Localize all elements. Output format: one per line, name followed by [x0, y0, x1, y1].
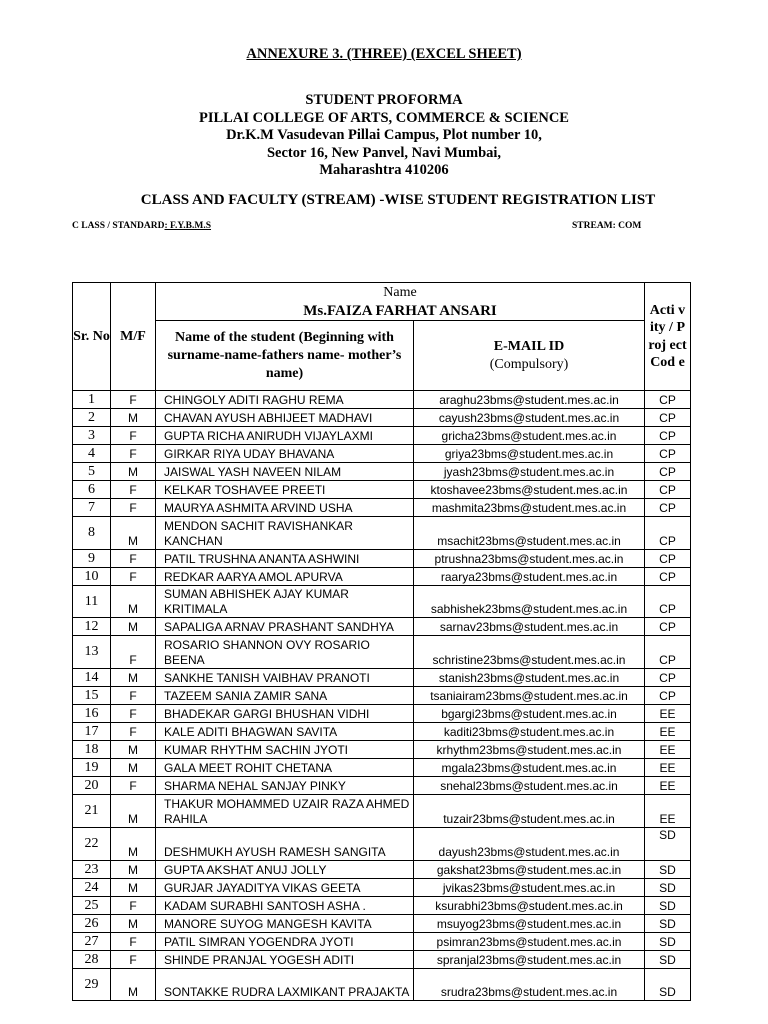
row-activity-code: CP — [645, 463, 691, 481]
row-student-name: SHINDE PRANJAL YOGESH ADITI — [156, 951, 414, 969]
row-email[interactable]: sarnav23bms@student.mes.ac.in — [414, 618, 645, 636]
row-student-name: SANKHE TANISH VAIBHAV PRANOTI — [156, 669, 414, 687]
row-activity-code: CP — [645, 391, 691, 409]
row-gender: F — [111, 705, 156, 723]
row-sr-no: 4 — [73, 445, 111, 463]
row-activity-code: SD — [645, 951, 691, 969]
row-activity-code: CP — [645, 550, 691, 568]
row-activity-code: CP — [645, 568, 691, 586]
row-email[interactable]: ptrushna23bms@student.mes.ac.in — [414, 550, 645, 568]
row-gender: M — [111, 828, 156, 861]
row-email[interactable]: cayush23bms@student.mes.ac.in — [414, 409, 645, 427]
row-student-name: GURJAR JAYADITYA VIKAS GEETA — [156, 879, 414, 897]
row-email[interactable]: ktoshavee23bms@student.mes.ac.in — [414, 481, 645, 499]
row-activity-code: CP — [645, 669, 691, 687]
row-activity-code: EE — [645, 795, 691, 828]
row-gender: M — [111, 409, 156, 427]
table-row — [73, 933, 691, 951]
row-gender: M — [111, 795, 156, 828]
row-activity-code: CP — [645, 445, 691, 463]
header-email-label: E-MAIL ID — [493, 338, 565, 354]
row-gender: F — [111, 951, 156, 969]
table-row — [73, 741, 691, 759]
table-row — [73, 445, 691, 463]
row-activity-code: CP — [645, 427, 691, 445]
row-gender: F — [111, 777, 156, 795]
table-row — [73, 618, 691, 636]
row-sr-no: 26 — [73, 915, 111, 933]
table-row — [73, 427, 691, 445]
row-student-name: TAZEEM SANIA ZAMIR SANA — [156, 687, 414, 705]
row-email[interactable]: dayush23bms@student.mes.ac.in — [414, 828, 645, 861]
row-sr-no: 15 — [73, 687, 111, 705]
row-email[interactable]: jvikas23bms@student.mes.ac.in — [414, 879, 645, 897]
row-email[interactable]: araghu23bms@student.mes.ac.in — [414, 391, 645, 409]
row-sr-no: 22 — [73, 828, 111, 861]
row-sr-no: 17 — [73, 723, 111, 741]
row-student-name: SAPALIGA ARNAV PRASHANT SANDHYA — [156, 618, 414, 636]
row-email[interactable]: sabhishek23bms@student.mes.ac.in — [414, 586, 645, 618]
row-gender: F — [111, 933, 156, 951]
row-sr-no: 24 — [73, 879, 111, 897]
row-sr-no: 1 — [73, 391, 111, 409]
row-activity-code: EE — [645, 777, 691, 795]
row-gender: F — [111, 481, 156, 499]
header-teacher-name: Ms.FAIZA FARHAT ANSARI — [303, 302, 497, 319]
row-gender: F — [111, 427, 156, 445]
table-row — [73, 828, 691, 861]
row-student-name: CHINGOLY ADITI RAGHU REMA — [156, 391, 414, 409]
row-sr-no: 18 — [73, 741, 111, 759]
table-row — [73, 687, 691, 705]
header-sr-no: Sr. No — [73, 283, 111, 391]
row-student-name: BHADEKAR GARGI BHUSHAN VIDHI — [156, 705, 414, 723]
row-student-name: PATIL TRUSHNA ANANTA ASHWINI — [156, 550, 414, 568]
header-name: Name — [383, 284, 417, 300]
row-sr-no: 11 — [73, 586, 111, 618]
row-gender: F — [111, 568, 156, 586]
row-sr-no: 29 — [73, 969, 111, 1001]
row-student-name: MANORE SUYOG MANGESH KAVITA — [156, 915, 414, 933]
row-gender: F — [111, 499, 156, 517]
row-student-name: SONTAKKE RUDRA LAXMIKANT PRAJAKTA — [156, 969, 414, 1001]
header-email — [414, 321, 645, 391]
row-activity-code: CP — [645, 618, 691, 636]
row-email[interactable]: gakshat23bms@student.mes.ac.in — [414, 861, 645, 879]
row-activity-code: SD — [645, 969, 691, 1001]
row-gender: M — [111, 586, 156, 618]
row-student-name: GALA MEET ROHIT CHETANA — [156, 759, 414, 777]
table-row — [73, 550, 691, 568]
row-sr-no: 21 — [73, 795, 111, 828]
row-email[interactable]: msuyog23bms@student.mes.ac.in — [414, 915, 645, 933]
row-email[interactable]: griya23bms@student.mes.ac.in — [414, 445, 645, 463]
row-gender: M — [111, 759, 156, 777]
header-student-name: Name of the student (Beginning with surname-name-fathers name- mother’s name) — [156, 321, 414, 391]
address-line-1: Dr.K.M Vasudevan Pillai Campus, Plot number 10, — [226, 127, 542, 144]
table-row — [73, 759, 691, 777]
table-row — [73, 861, 691, 879]
row-email[interactable]: psimran23bms@student.mes.ac.in — [414, 933, 645, 951]
row-student-name: ROSARIO SHANNON OVY ROSARIO BEENA — [156, 636, 414, 669]
row-gender: M — [111, 915, 156, 933]
table-row — [73, 879, 691, 897]
table-row — [73, 795, 691, 828]
row-sr-no: 10 — [73, 568, 111, 586]
row-activity-code: SD — [645, 879, 691, 897]
college-name: PILLAI COLLEGE OF ARTS, COMMERCE & SCIENCE — [199, 109, 569, 126]
row-student-name: REDKAR AARYA AMOL APURVA — [156, 568, 414, 586]
row-gender: F — [111, 723, 156, 741]
row-sr-no: 3 — [73, 427, 111, 445]
header-activity-code: Acti vity / Proj ect Cod e — [645, 283, 691, 391]
row-email[interactable]: raarya23bms@student.mes.ac.in — [414, 568, 645, 586]
table-row — [73, 969, 691, 1001]
table-row — [73, 636, 691, 669]
row-activity-code: CP — [645, 409, 691, 427]
row-email[interactable]: kaditi23bms@student.mes.ac.in — [414, 723, 645, 741]
class-label: C LASS / STANDARD — [72, 221, 165, 231]
row-email[interactable]: gricha23bms@student.mes.ac.in — [414, 427, 645, 445]
row-activity-code: SD — [645, 897, 691, 915]
table-row — [73, 499, 691, 517]
row-email[interactable]: tuzair23bms@student.mes.ac.in — [414, 795, 645, 828]
row-sr-no: 13 — [73, 636, 111, 669]
table-row — [73, 517, 691, 550]
row-gender: M — [111, 618, 156, 636]
row-gender: M — [111, 669, 156, 687]
row-sr-no: 12 — [73, 618, 111, 636]
row-student-name: KUMAR RHYTHM SACHIN JYOTI — [156, 741, 414, 759]
row-student-name: KADAM SURABHI SANTOSH ASHA . — [156, 897, 414, 915]
row-activity-code: CP — [645, 499, 691, 517]
row-gender: F — [111, 897, 156, 915]
row-email[interactable]: srudra23bms@student.mes.ac.in — [414, 969, 645, 1001]
row-activity-code: CP — [645, 636, 691, 669]
row-student-name: CHAVAN AYUSH ABHIJEET MADHAVI — [156, 409, 414, 427]
table-row — [73, 391, 691, 409]
row-activity-code: SD — [645, 915, 691, 933]
row-gender: F — [111, 391, 156, 409]
table-row — [73, 568, 691, 586]
row-email[interactable]: tsaniairam23bms@student.mes.ac.in — [414, 687, 645, 705]
row-student-name: GUPTA RICHA ANIRUDH VIJAYLAXMI — [156, 427, 414, 445]
row-student-name: THAKUR MOHAMMED UZAIR RAZA AHMED RAHILA — [156, 795, 414, 828]
row-gender: F — [111, 550, 156, 568]
row-sr-no: 20 — [73, 777, 111, 795]
row-activity-code: CP — [645, 687, 691, 705]
address-line-2: Sector 16, New Panvel, Navi Mumbai, — [266, 144, 502, 161]
row-student-name: JAISWAL YASH NAVEEN NILAM — [156, 463, 414, 481]
row-student-name: DESHMUKH AYUSH RAMESH SANGITA — [156, 828, 414, 861]
header-email-sub: (Compulsory) — [489, 356, 569, 372]
row-student-name: MENDON SACHIT RAVISHANKAR KANCHAN — [156, 517, 414, 550]
row-email[interactable]: msachit23bms@student.mes.ac.in — [414, 517, 645, 550]
row-student-name: MAURYA ASHMITA ARVIND USHA — [156, 499, 414, 517]
table-row — [73, 481, 691, 499]
row-sr-no: 5 — [73, 463, 111, 481]
row-activity-code: EE — [645, 723, 691, 741]
class-value: : F.Y.B.M.S — [164, 221, 212, 231]
table-row — [73, 951, 691, 969]
row-email[interactable]: bgargi23bms@student.mes.ac.in — [414, 705, 645, 723]
row-activity-code: CP — [645, 517, 691, 550]
row-activity-code: SD — [645, 828, 691, 861]
proforma-title: STUDENT PROFORMA — [305, 92, 463, 108]
row-gender: F — [111, 687, 156, 705]
row-student-name: KELKAR TOSHAVEE PREETI — [156, 481, 414, 499]
row-gender: M — [111, 741, 156, 759]
row-gender: M — [111, 463, 156, 481]
row-sr-no: 14 — [73, 669, 111, 687]
row-student-name: KALE ADITI BHAGWAN SAVITA — [156, 723, 414, 741]
row-gender: M — [111, 861, 156, 879]
registration-list-title: CLASS AND FACULTY (STREAM) -WISE STUDENT REGISTRATION LIST — [140, 192, 656, 208]
row-gender: F — [111, 636, 156, 669]
row-gender: F — [111, 445, 156, 463]
row-sr-no: 23 — [73, 861, 111, 879]
row-sr-no: 25 — [73, 897, 111, 915]
row-student-name: GUPTA AKSHAT ANUJ JOLLY — [156, 861, 414, 879]
row-gender: M — [111, 969, 156, 1001]
row-activity-code: CP — [645, 481, 691, 499]
table-row — [73, 897, 691, 915]
row-sr-no: 6 — [73, 481, 111, 499]
table-row — [73, 777, 691, 795]
row-activity-code: EE — [645, 759, 691, 777]
row-activity-code: SD — [645, 933, 691, 951]
stream-label: STREAM: COM — [572, 221, 642, 231]
row-activity-code: CP — [645, 586, 691, 618]
class-standard — [72, 221, 211, 231]
row-email[interactable]: krhythm23bms@student.mes.ac.in — [414, 741, 645, 759]
row-email[interactable]: snehal23bms@student.mes.ac.in — [414, 777, 645, 795]
row-gender: M — [111, 879, 156, 897]
row-sr-no: 27 — [73, 933, 111, 951]
table-row — [73, 915, 691, 933]
row-sr-no: 28 — [73, 951, 111, 969]
row-activity-code: EE — [645, 705, 691, 723]
header-name-group — [156, 283, 645, 321]
row-activity-code: SD — [645, 861, 691, 879]
student-table — [72, 282, 691, 1001]
table-row — [73, 409, 691, 427]
table-row — [73, 705, 691, 723]
row-email[interactable]: ksurabhi23bms@student.mes.ac.in — [414, 897, 645, 915]
row-sr-no: 19 — [73, 759, 111, 777]
table-row — [73, 586, 691, 618]
row-gender: M — [111, 517, 156, 550]
row-student-name: SUMAN ABHISHEK AJAY KUMAR KRITIMALA — [156, 586, 414, 618]
row-email[interactable]: mashmita23bms@student.mes.ac.in — [414, 499, 645, 517]
row-email[interactable]: stanish23bms@student.mes.ac.in — [414, 669, 645, 687]
row-sr-no: 9 — [73, 550, 111, 568]
row-student-name: GIRKAR RIYA UDAY BHAVANA — [156, 445, 414, 463]
row-email[interactable]: jyash23bms@student.mes.ac.in — [414, 463, 645, 481]
header-mf: M/F — [111, 283, 156, 391]
row-sr-no: 2 — [73, 409, 111, 427]
row-activity-code: EE — [645, 741, 691, 759]
table-row — [73, 463, 691, 481]
annexure-title: ANNEXURE 3. (THREE) (EXCEL SHEET) — [246, 46, 522, 62]
row-email[interactable]: schristine23bms@student.mes.ac.in — [414, 636, 645, 669]
address-line-3: Maharashtra 410206 — [319, 162, 449, 179]
row-sr-no: 8 — [73, 517, 111, 550]
table-row — [73, 669, 691, 687]
row-email[interactable]: spranjal23bms@student.mes.ac.in — [414, 951, 645, 969]
row-sr-no: 7 — [73, 499, 111, 517]
proforma-header — [0, 92, 768, 180]
row-email[interactable]: mgala23bms@student.mes.ac.in — [414, 759, 645, 777]
row-sr-no: 16 — [73, 705, 111, 723]
table-row — [73, 723, 691, 741]
row-student-name: SHARMA NEHAL SANJAY PINKY — [156, 777, 414, 795]
row-student-name: PATIL SIMRAN YOGENDRA JYOTI — [156, 933, 414, 951]
